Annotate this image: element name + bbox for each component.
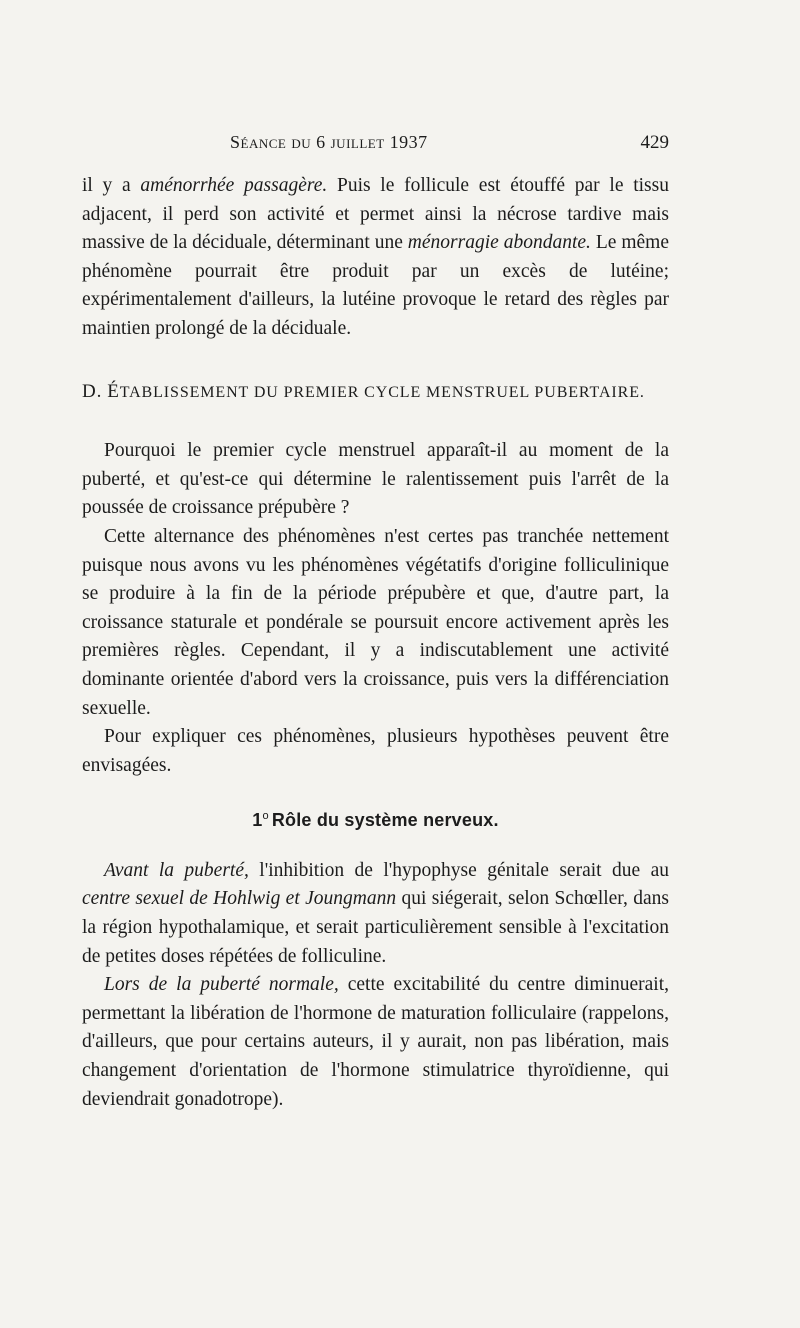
paragraph [82, 857, 669, 971]
section-label: D. [82, 380, 103, 402]
subsection-heading [82, 802, 669, 835]
paragraph: Cette alternance des phénomènes n'est certes pas tranchée nettement puisque nous avons vu les phénomènes végétatifs d'origine folliculinique se produire à la fin de la période prépubère et que, d'autre part, la croissance staturale et pondérale se poursuit encore activement après les premières règles. Cependant, il y a indiscutablement une activité dominante orientée d'abord vers la croissance, puis vers la différenciation sexuelle. [82, 525, 669, 719]
text-run: qui siégerait, selon Schœller, dans la région hypothalamique, et serait particulièrement sensible à l'excitation de petites doses répétées de folliculine. [82, 888, 669, 967]
text-run: Le même phénomène pourrait être produit par un excès de lutéine; expérimentalement d'ailleurs, la lutéine provoque le retard des règles par maintien prolongé de la déciduale. [82, 232, 669, 339]
section-initial: É [107, 380, 120, 402]
subsection-ordinal: o [262, 810, 269, 823]
italic-term: aménorrhée passagère. [140, 175, 328, 196]
section-heading-d [82, 378, 669, 408]
subsection-number: 1 [252, 810, 263, 831]
page-number: 429 [640, 132, 669, 153]
italic-term: Lors de la puberté normale, [104, 974, 339, 996]
subsection-title: Rôle du système nerveux. [271, 810, 499, 831]
italic-term: Avant la puberté, [104, 859, 249, 881]
running-head [82, 132, 669, 158]
section-title: TABLISSEMENT DU PREMIER CYCLE MENSTRUEL PUBERTAIRE. [119, 383, 645, 401]
paragraph-continued [82, 172, 669, 344]
running-title: Séance du 6 juillet 1937 [230, 132, 428, 152]
paragraph [82, 971, 669, 1114]
italic-term: ménorragie abondante. [407, 232, 591, 254]
text-run: l'inhibition de l'hypophyse génitale serait due au [248, 859, 669, 881]
paragraph: Pour expliquer ces phénomènes, plusieurs hypothèses peuvent être envisagées. [82, 726, 669, 776]
body-text [82, 172, 669, 1114]
italic-term: centre sexuel de Hohlwig et Joungmann [82, 888, 397, 910]
paragraph: Pourquoi le premier cycle menstruel apparaît-il au moment de la puberté, et qu'est-ce qui détermine le ralentissement puis l'arrêt de la poussée de croissance prépubère ? [82, 440, 669, 519]
text-run: cette excitabilité du centre diminuerait, permettant la libération de l'hormone de maturation folliculaire (rappelons, d'ailleurs, que pour certains auteurs, il y aurait, non pas libération, mais changement d'orientation de l'hormone stimulatrice thyroïdienne, qui deviendrait gonadotrope). [82, 974, 669, 1110]
text-run: Puis le follicule est étouffé par le tissu adjacent, il perd son activité et permet ainsi la nécrose tardive mais massive de la déciduale, déterminant une [82, 175, 669, 254]
text-run: il y a [82, 175, 141, 196]
